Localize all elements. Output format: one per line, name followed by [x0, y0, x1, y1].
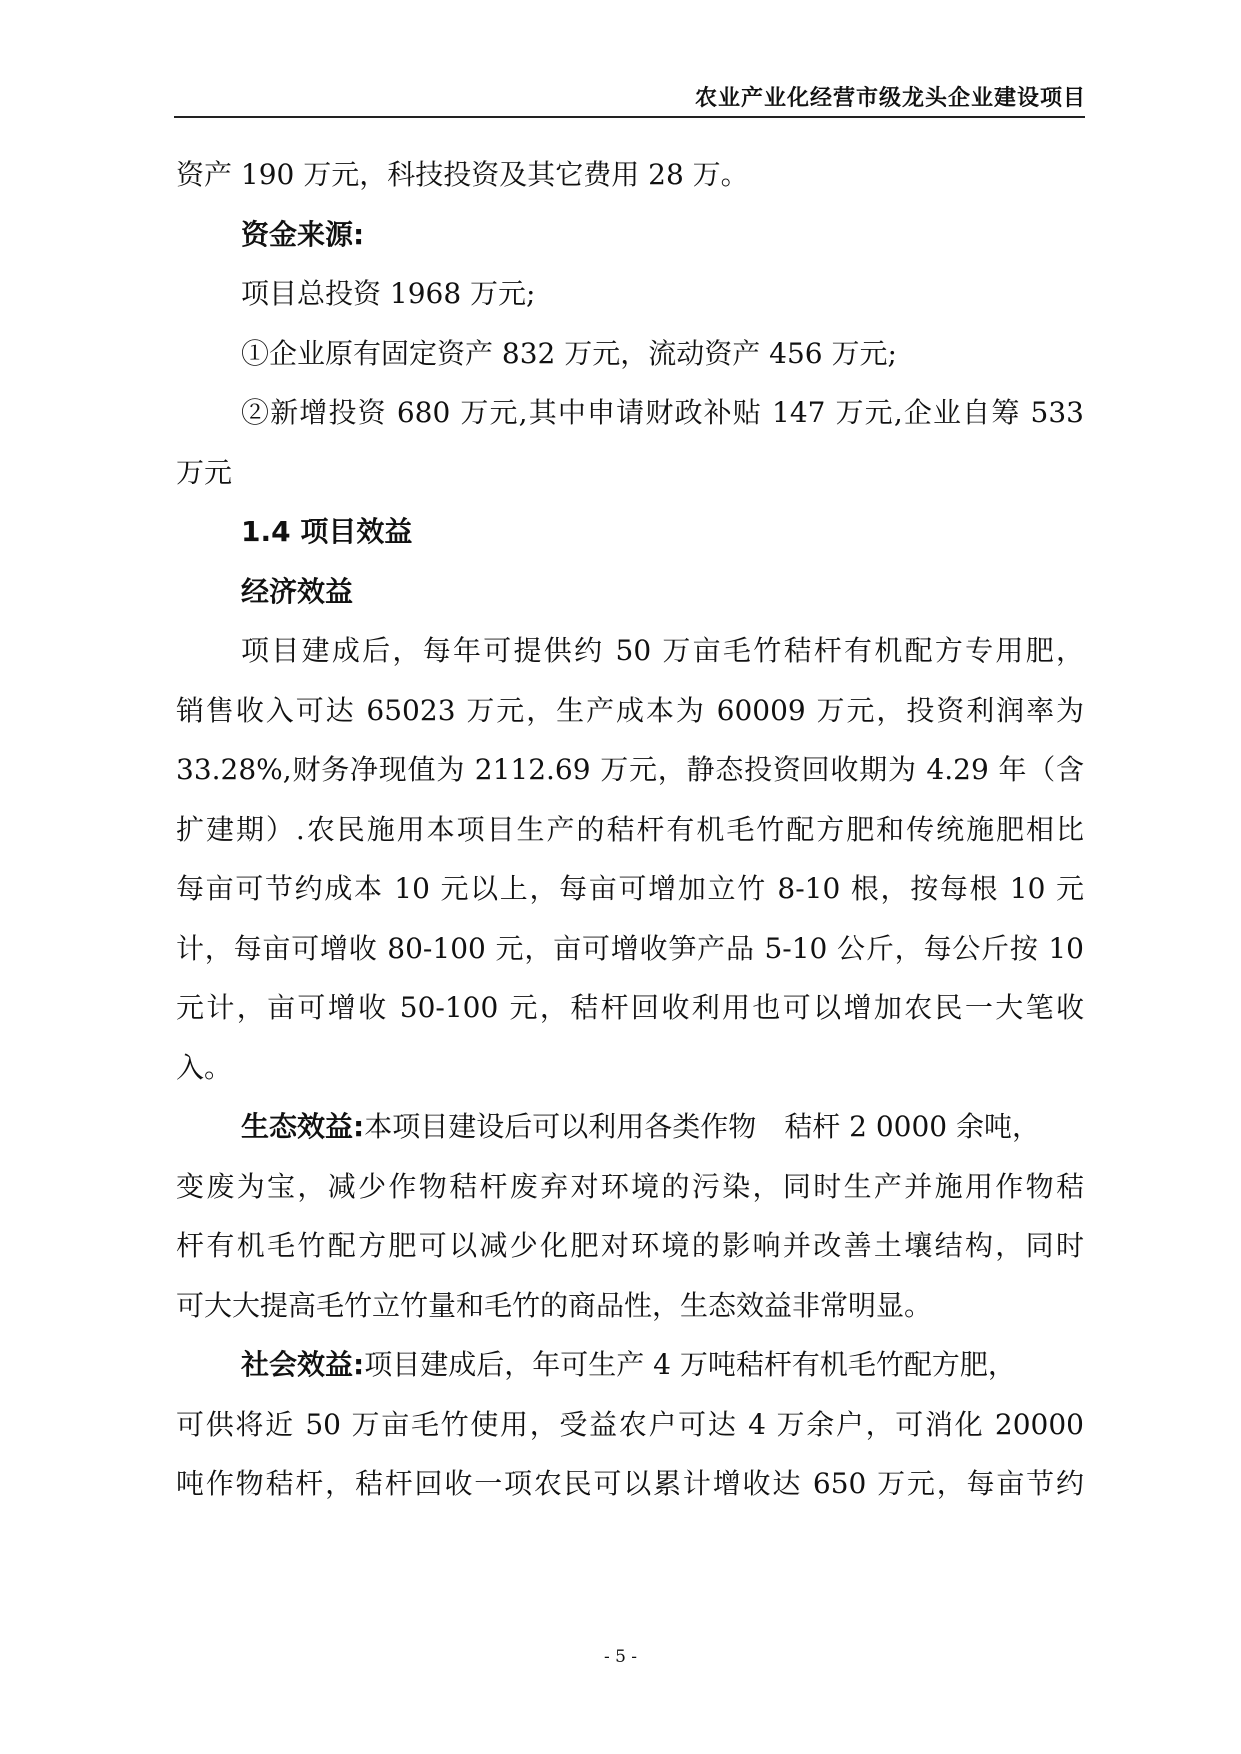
body-line [176, 1097, 1084, 1157]
body-line: 入。 [176, 1050, 233, 1084]
body-line: 万元 [176, 455, 233, 489]
body-line: 计，每亩可增收 80-100 元，亩可增收笋产品 5-10 公斤，每公斤按 10 [176, 931, 1084, 965]
funding-source-heading: 资金来源: [241, 217, 365, 251]
social-benefit-label: 社会效益: [241, 1348, 365, 1381]
body-line: 资产 190 万元，科技投资及其它费用 28 万。 [176, 158, 749, 191]
body-line: 杆有机毛竹配方肥可以减少化肥对环境的影响并改善土壤结构，同时 [176, 1229, 1084, 1262]
body-line: 元计，亩可增收 50-100 元，秸杆回收利用也可以增加农民一大笔收 [176, 991, 1084, 1024]
body-line: ②新增投资 680 万元,其中申请财政补贴 147 万元,企业自筹 533 [241, 396, 1084, 429]
body-line: 项目总投资 1968 万元; [241, 277, 536, 310]
ecological-benefit-label: 生态效益: [241, 1110, 365, 1143]
body-line: 可大大提高毛竹立竹量和毛竹的商品性，生态效益非常明显。 [176, 1288, 933, 1322]
body-line: 吨作物秸杆，秸杆回收一项农民可以累计增收达 650 万元，每亩节约 [176, 1467, 1084, 1500]
header-rule [174, 116, 1085, 118]
body-line: 扩建期）.农民施用本项目生产的秸杆有机毛竹配方肥和传统施肥相比 [176, 812, 1084, 846]
body-text: 项目建成后，年可生产 4 万吨秸杆有机毛竹配方肥， [364, 1348, 1016, 1381]
section-heading: 1.4 项目效益 [241, 515, 413, 548]
body-line: 销售收入可达 65023 万元，生产成本为 60009 万元，投资利润率为 [176, 693, 1084, 727]
body-text: 本项目建设后可以利用各类作物 秸杆 2 0000 余吨， [364, 1110, 1040, 1143]
body-line: 每亩可节约成本 10 元以上，每亩可增加立竹 8-10 根，按每根 10 元 [176, 872, 1084, 905]
body-line: 项目建成后，每年可提供约 50 万亩毛竹秸杆有机配方专用肥， [241, 634, 1084, 667]
body-line: 33.28%,财务净现值为 2112.69 万元，静态投资回收期为 4.29 年（含 [176, 753, 1084, 786]
running-header-title: 农业产业化经营市级龙头企业建设项目 [694, 86, 1086, 111]
page-number: - 5 - [603, 1647, 638, 1667]
page-body [176, 145, 1084, 1514]
body-line: 可供将近 50 万亩毛竹使用，受益农户可达 4 万余户，可消化 20000 [176, 1407, 1084, 1441]
body-line [176, 1335, 1084, 1395]
body-line: ①企业原有固定资产 832 万元，流动资产 456 万元; [241, 336, 897, 370]
body-line: 变废为宝，减少作物秸杆废弃对环境的污染，同时生产并施用作物秸 [176, 1169, 1084, 1203]
subsection-heading: 经济效益 [241, 574, 354, 608]
